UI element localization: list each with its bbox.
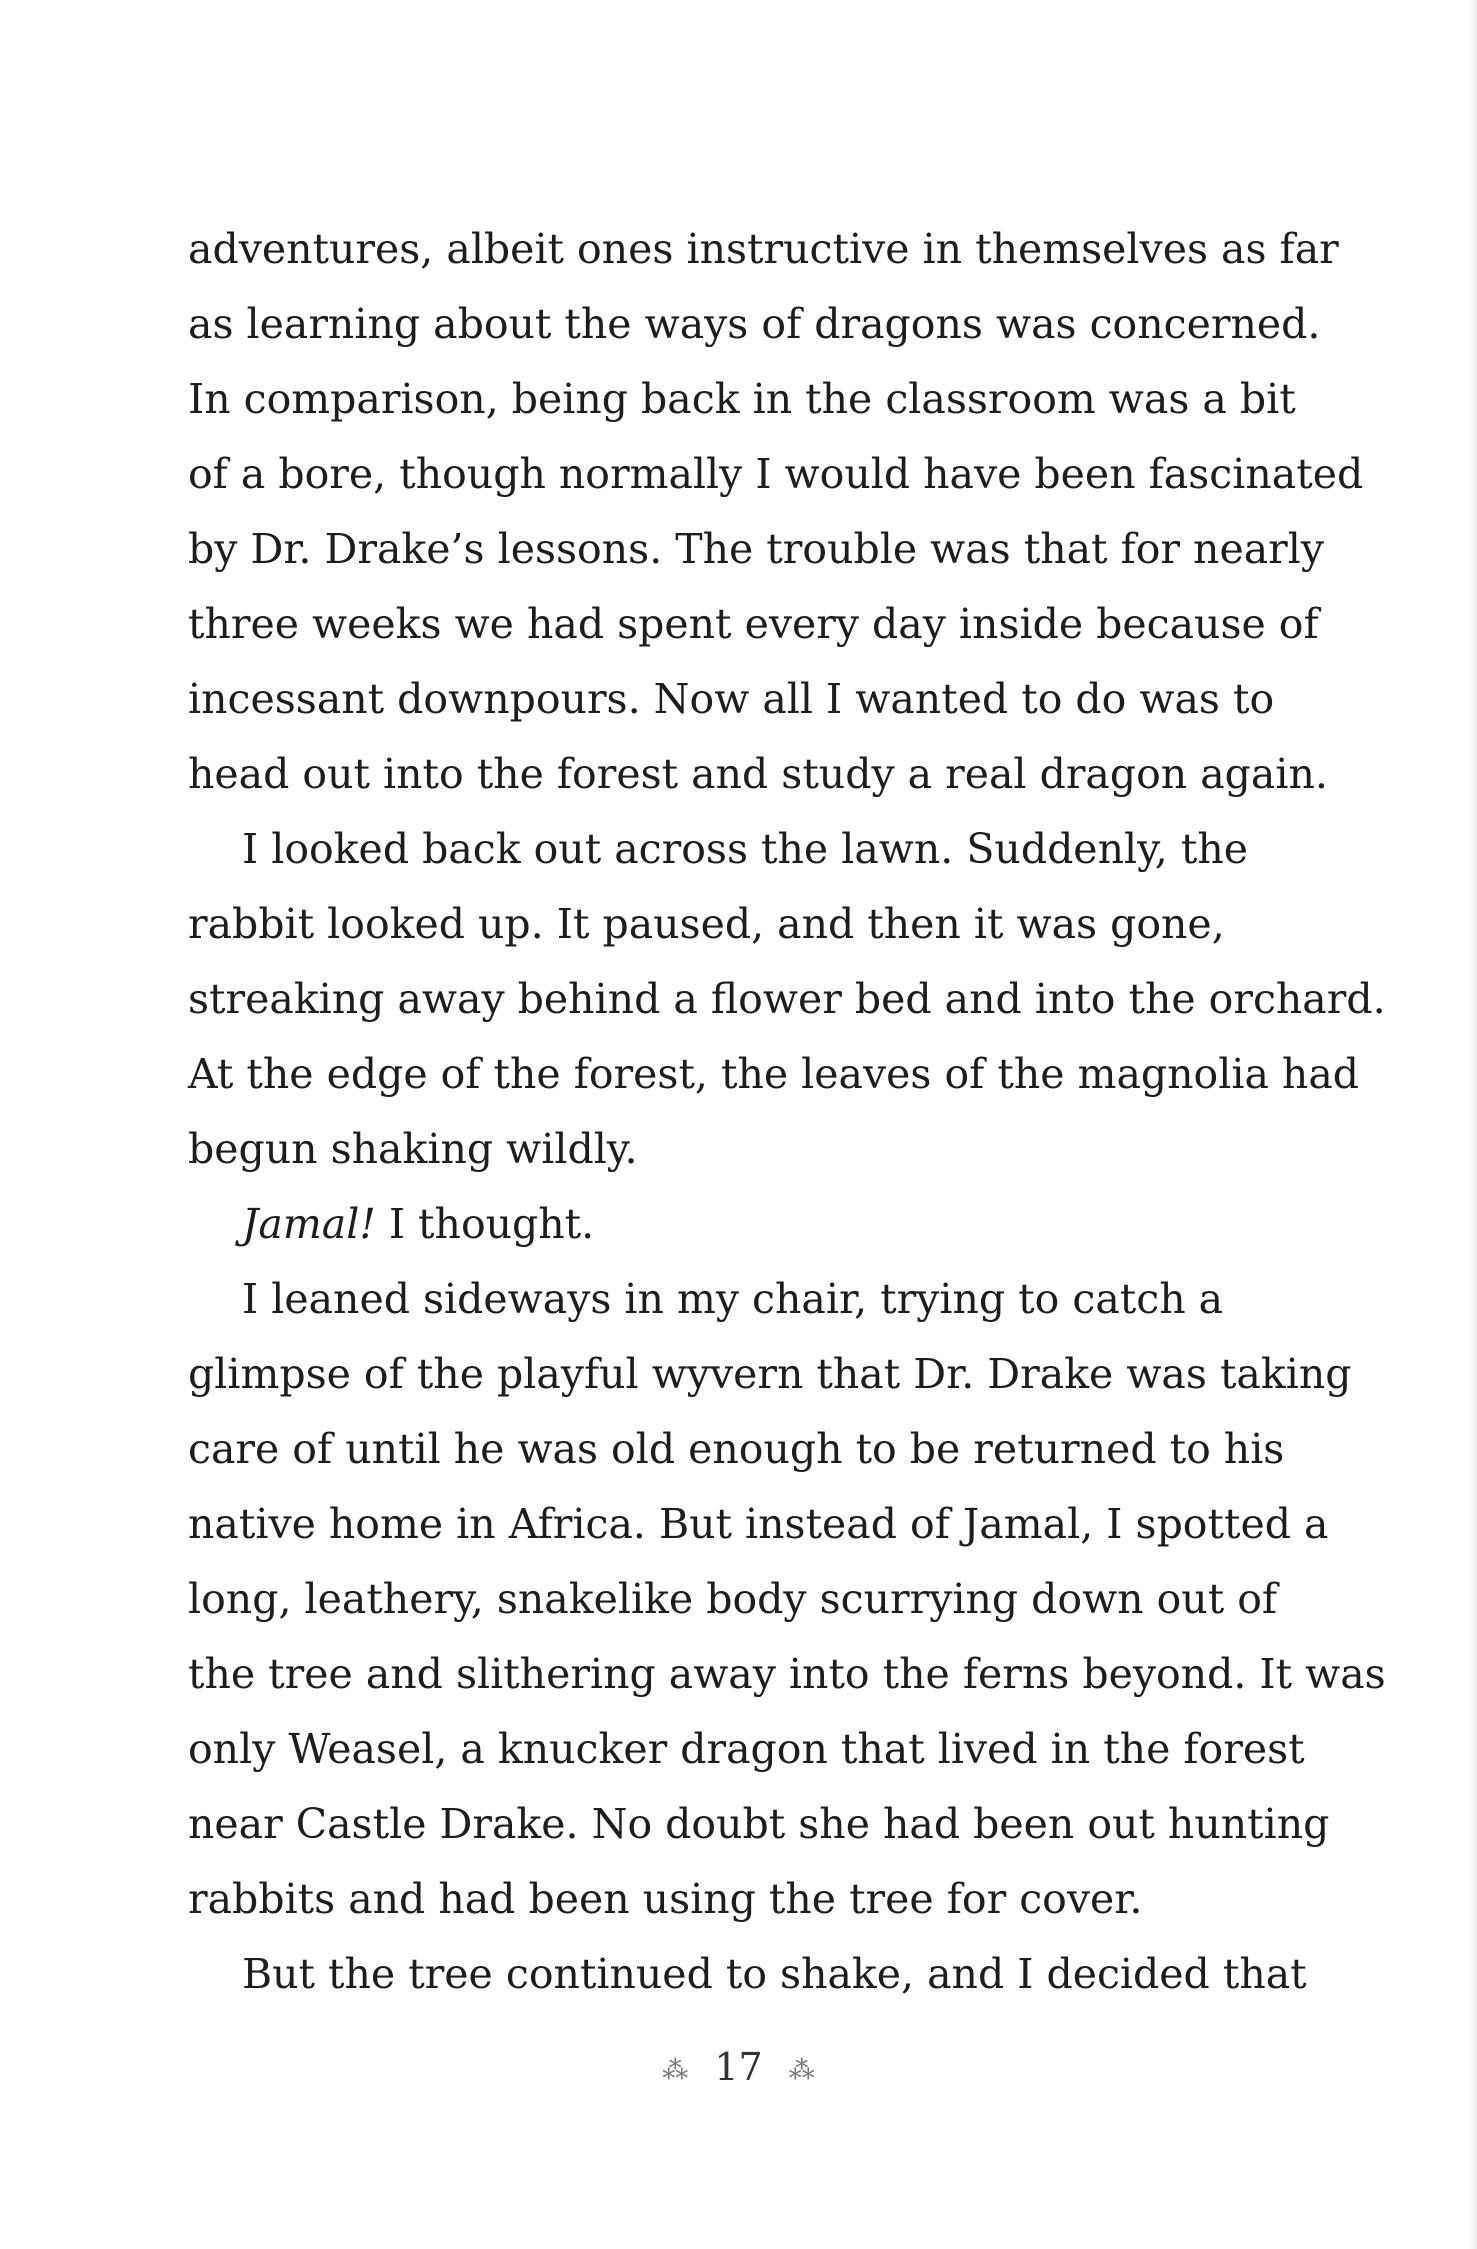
- text-line: streaking away behind a flower bed and into the orchard.: [188, 975, 1386, 1023]
- text-line: glimpse of the playful wyvern that Dr. Drake was taking: [188, 1350, 1352, 1398]
- text-line: rabbits and had been using the tree for cover.: [188, 1875, 1143, 1923]
- text-line: adventures, albeit ones instructive in themselves as far: [188, 225, 1339, 273]
- italic-word: Jamal!: [242, 1200, 376, 1248]
- text-line: incessant downpours. Now all I wanted to do was to: [188, 675, 1275, 723]
- text-line: of a bore, though normally I would have been fascinated: [188, 450, 1364, 498]
- text-line: rabbit looked up. It paused, and then it was gone,: [188, 900, 1225, 948]
- page-edge-shadow: [1469, 0, 1477, 2249]
- text-line: only Weasel, a knucker dragon that lived in the forest: [188, 1725, 1305, 1773]
- body-text: [188, 212, 1386, 2012]
- text-line: the tree and slithering away into the ferns beyond. It was: [188, 1650, 1386, 1698]
- ornament-left-icon: ⁂: [662, 2055, 689, 2086]
- text-line: But the tree continued to shake, and I decided that: [242, 1950, 1307, 1998]
- text-line: as learning about the ways of dragons was concerned.: [188, 300, 1321, 348]
- page-number-footer: [0, 2045, 1477, 2089]
- text-line: At the edge of the forest, the leaves of the magnolia had: [188, 1050, 1360, 1098]
- text-line: I looked back out across the lawn. Suddenly, the: [242, 825, 1249, 873]
- text-line: In comparison, being back in the classroom was a bit: [188, 375, 1296, 423]
- ornament-right-icon: ⁂: [788, 2055, 815, 2086]
- text-line: begun shaking wildly.: [188, 1125, 638, 1173]
- text-line: native home in Africa. But instead of Jamal, I spotted a: [188, 1500, 1329, 1548]
- text-line: long, leathery, snakelike body scurrying down out of: [188, 1575, 1278, 1623]
- text-line: head out into the forest and study a real dragon again.: [188, 750, 1328, 798]
- text-line: care of until he was old enough to be returned to his: [188, 1425, 1285, 1473]
- text-line: [188, 1187, 1308, 1262]
- text-line: three weeks we had spent every day inside because of: [188, 600, 1319, 648]
- text-run: I thought.: [375, 1200, 595, 1248]
- text-line: I leaned sideways in my chair, trying to catch a: [242, 1275, 1224, 1323]
- text-line: by Dr. Drake’s lessons. The trouble was that for nearly: [188, 525, 1325, 573]
- page-number: 17: [714, 2045, 763, 2089]
- text-line: near Castle Drake. No doubt she had been out hunting: [188, 1800, 1330, 1848]
